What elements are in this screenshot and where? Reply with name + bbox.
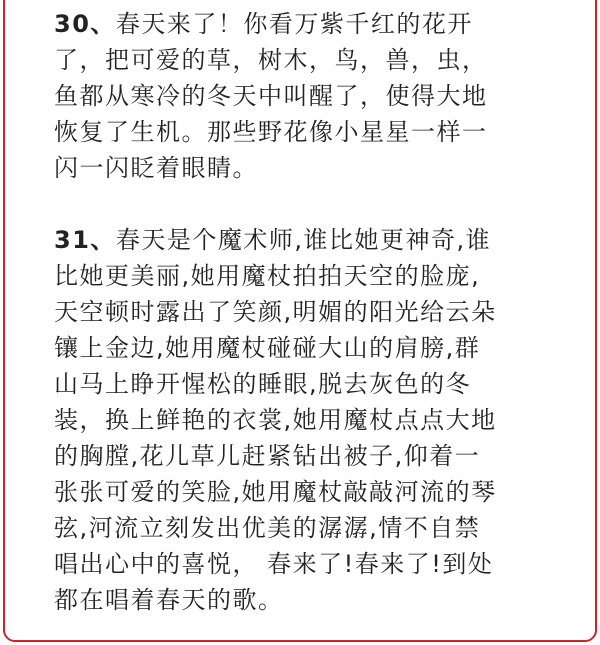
- paragraph-line: 张张可爱的笑脸,她用魔杖敲敲河流的琴: [54, 478, 497, 506]
- paragraph-line: 闪一闪眨着眼睛。: [54, 154, 258, 182]
- paragraph-30: [54, 6, 554, 186]
- paragraph-line: 都在唱着春天的歌。: [54, 586, 284, 614]
- paragraph-line: [54, 6, 554, 42]
- paragraph-31: [54, 222, 554, 618]
- line-text: 春天来了！你看万紫千红的花开: [115, 10, 473, 38]
- paragraph-line: 恢复了生机。那些野花像小星星一样一: [54, 118, 488, 146]
- paragraph-line: [54, 222, 554, 258]
- paragraph-line: 天空顿时露出了笑颜,明媚的阳光给云朵: [54, 298, 497, 326]
- paragraph-number: 31、: [54, 226, 116, 254]
- paragraph-line: 山马上睁开惺松的睡眼,脱去灰色的冬: [54, 370, 472, 398]
- paragraph-line: 镶上金边,她用魔杖碰碰大山的肩膀,群: [54, 334, 481, 362]
- paragraph-line: 弦,河流立刻发出优美的潺潺,情不自禁: [54, 514, 481, 542]
- paragraph-gap: [54, 186, 554, 222]
- paragraph-line: 的胸膛,花儿草儿赶紧钻出被子,仰着一: [54, 442, 481, 470]
- paragraph-line: 比她更美丽,她用魔杖拍拍天空的脸庞,: [54, 262, 481, 290]
- paragraph-number: 30、: [54, 10, 116, 38]
- paragraph-line: 装，换上鲜艳的衣裳,她用魔杖点点大地: [54, 406, 497, 434]
- line-text: 春天是个魔术师,谁比她更神奇,谁: [115, 226, 492, 254]
- article-content: [54, 6, 554, 618]
- paragraph-line: 了，把可爱的草，树木，鸟，兽，虫，: [54, 46, 488, 74]
- paragraph-line: 唱出心中的喜悦， 春来了!春来了!到处: [54, 550, 494, 578]
- paragraph-line: 鱼都从寒冷的冬天中叫醒了，使得大地: [54, 82, 488, 110]
